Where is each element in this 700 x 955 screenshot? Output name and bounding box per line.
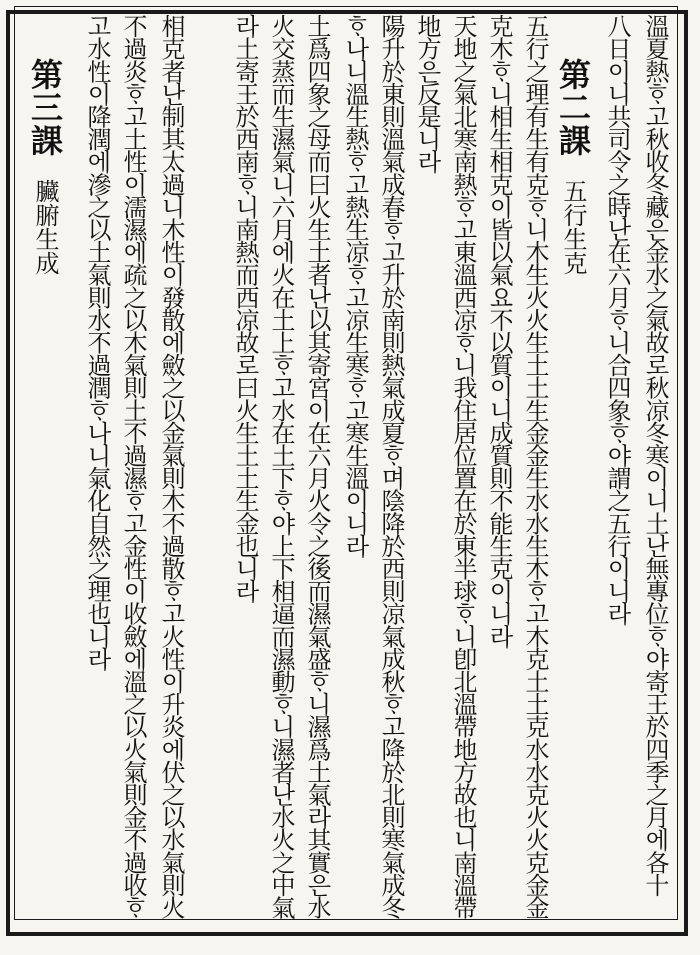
- text-column-6: 地方은反是니라: [413, 14, 441, 173]
- lesson-3-title: 臟腑生成: [31, 179, 59, 275]
- text-column-7: 陽升於東則溫氣成春ᄒᆞ고升於南則熱氣成夏ᄒᆞ며陰降於西則凉氣成秋ᄒᆞ고降於北則寒氣成冬: [377, 14, 405, 919]
- lesson-3-number: 第三課: [26, 58, 64, 157]
- lesson-2-heading: [554, 58, 592, 275]
- text-column-4: 克木ᄒᆞ니相生相克이皆以氣요不以質이니成質則不能生克이니라: [485, 14, 513, 647]
- text-column-11: 라土寄王於西南ᄒᆞ니南熱而西凉故로曰火生土土生金也니라: [231, 14, 259, 602]
- text-column-2: 八日이니共司令之時난在六月ᄒᆞ니合四象ᄒᆞ야謂之五行이니라: [603, 14, 631, 625]
- text-column-13: 不過炎ᄒᆞ고土性이濡濕에疏之以木氣則土不過濕ᄒᆞ고金性이收斂에溫之以火氣則金不過收ᄒᆞ: [119, 14, 147, 919]
- text-column-14: 고水性이降潤에滲之以土氣則水不過潤ᄒᆞ나니氣化自然之理也니라: [83, 14, 111, 670]
- text-column-12: 相克者난制其太過니木性이發散에斂之以金氣則木不過散ᄒᆞ고火性이升炎에伏之以水氣則火: [157, 14, 185, 919]
- lesson-2-title: 五行生克: [559, 179, 587, 275]
- text-column-3: 五行之理有生有克ᄒᆞ니木生火火生土土生金金生水水生木ᄒᆞ고木克土土克水水克火火克金金: [521, 14, 549, 919]
- text-column-5: 天地之氣北寒南熱ᄒᆞ고東溫西凉ᄒᆞ니我住居位置在於東半球ᄒᆞ니卽北溫帶地方故也니南溫帶: [449, 14, 477, 919]
- text-column-8: ᄒᆞ나니溫生熱ᄒᆞ고熱生凉ᄒᆞ고凉生寒ᄒᆞ고寒生溫이니라: [341, 14, 369, 557]
- text-column-1: 溫夏熱ᄒᆞ고秋收冬藏은金水之氣故로秋凉冬寒이니土난無專位ᄒᆞ야寄王於四季之月에各十: [641, 14, 669, 896]
- lesson-2-number: 第二課: [554, 58, 592, 157]
- text-column-9: 土爲四象之母而曰火生土者난以其寄宮이在六月火令之後而濕氣盛ᄒᆞ니濕爲土氣라其實은水: [303, 14, 331, 919]
- lesson-3-heading: [26, 58, 64, 275]
- text-column-10: 火交蒸而生濕氣니六月에火在土上ᄒᆞ고水在土下ᄒᆞ야上下相逼而濕動ᄒᆞ니濕者난水火之中氣: [267, 14, 295, 919]
